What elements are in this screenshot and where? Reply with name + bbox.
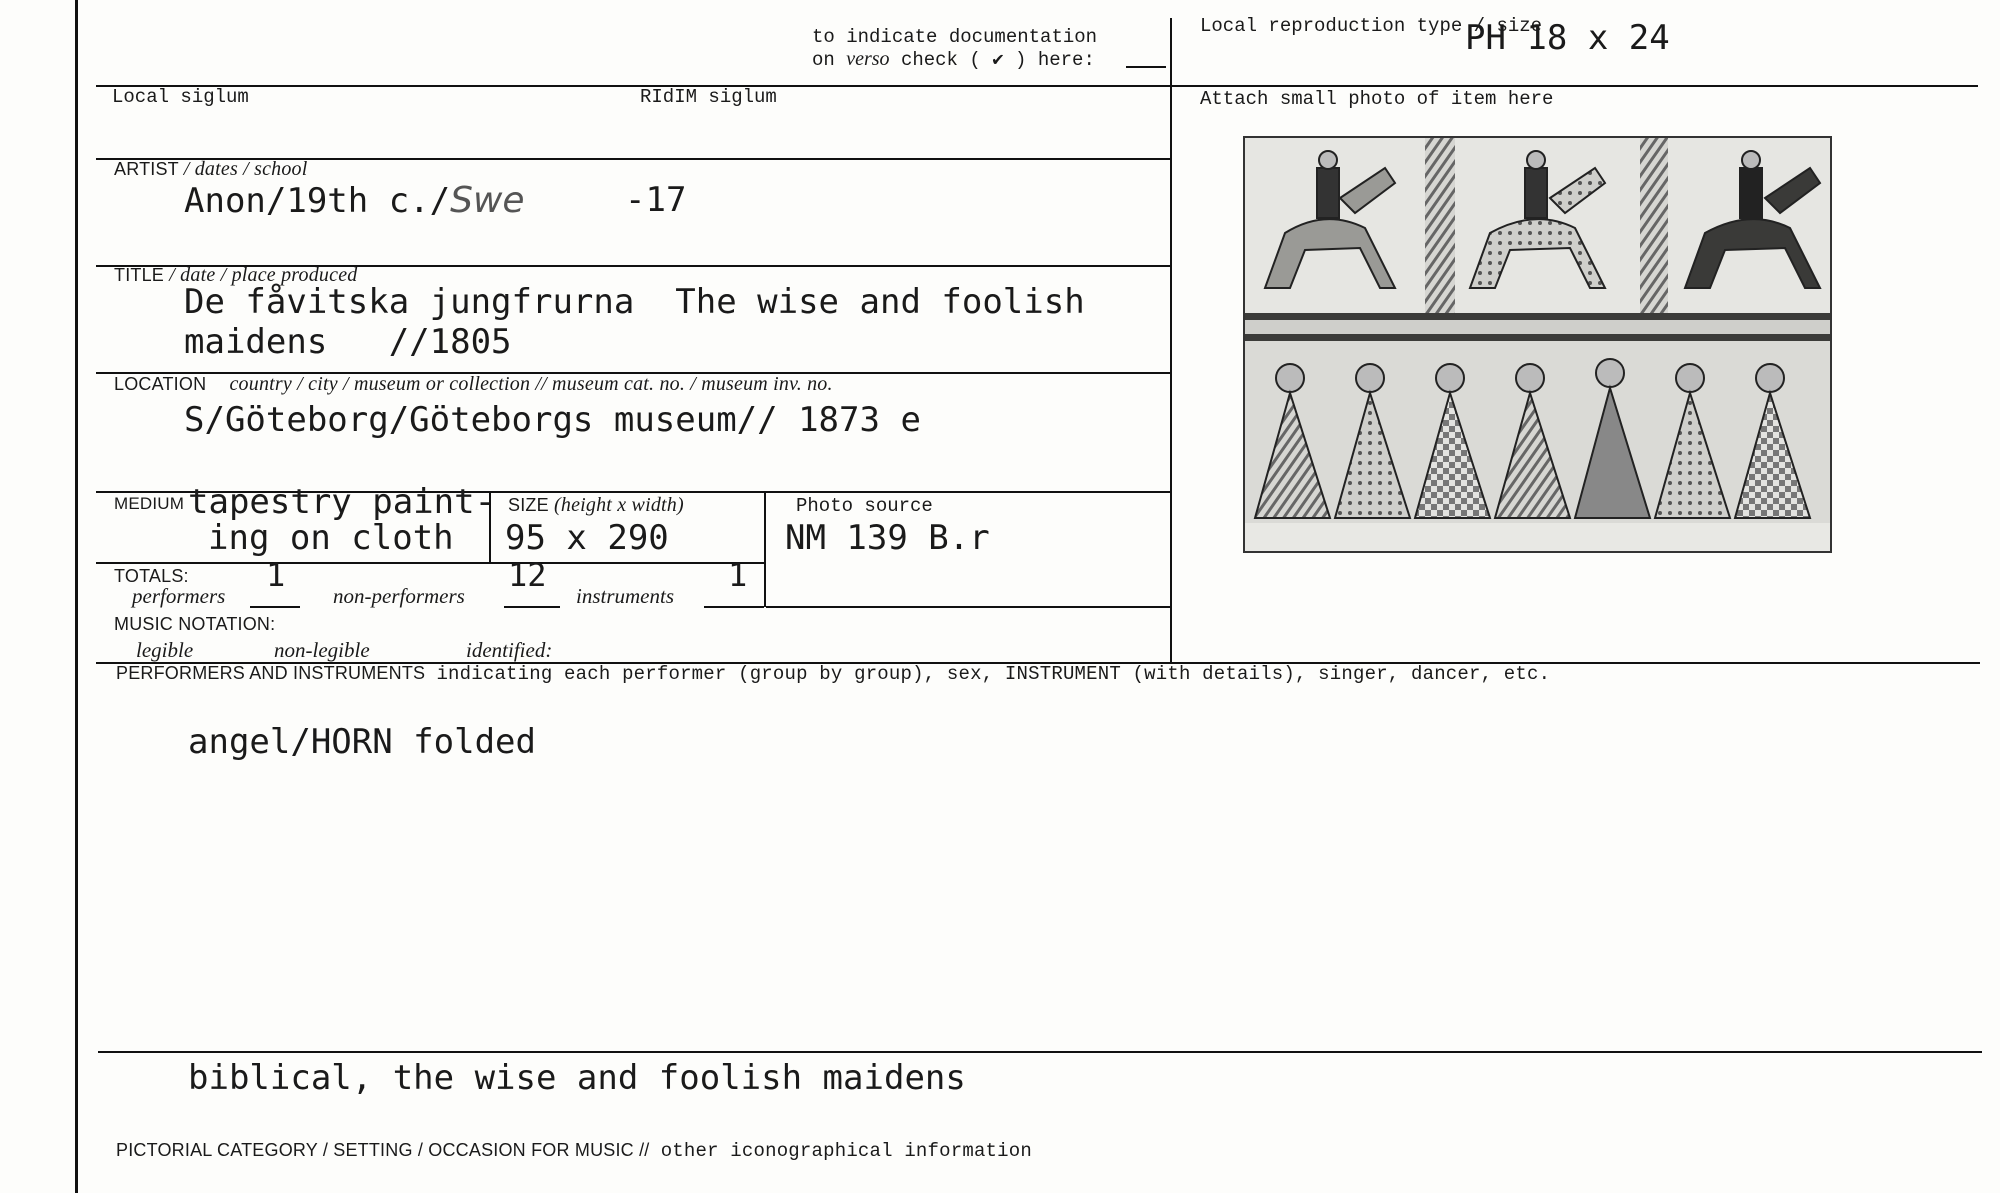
nonperformers-value: 12: [508, 556, 547, 594]
rule-totals-bottom: [766, 606, 1170, 608]
notation-identified: identified:: [466, 638, 553, 662]
pictorial-label: PICTORIAL CATEGORY / SETTING / OCCASION FOR MUSIC // other iconographical information: [116, 1140, 1032, 1162]
verso-blank-line: [1126, 66, 1166, 68]
instruments-blank: [704, 606, 764, 608]
medium-label: MEDIUM: [114, 494, 185, 513]
artist-label: ARTIST / dates / school: [114, 158, 308, 180]
pictorial-value: biblical, the wise and foolish maidens: [188, 1058, 966, 1098]
totals-label: TOTALS:: [114, 566, 189, 586]
artist-extra: -17: [625, 180, 687, 220]
nonperformers-label: non-performers: [333, 584, 465, 608]
notation-legible: legible: [136, 638, 194, 662]
checkmark-icon: ✔: [992, 49, 1004, 71]
photo-source-label: Photo source: [796, 495, 933, 517]
verso-instruction-line1: to indicate documentation: [812, 26, 1098, 48]
size-value: 95 x 290: [505, 518, 669, 558]
photo-source-value: NM 139 B.r: [785, 518, 990, 558]
performers-blank: [250, 606, 300, 608]
notation-label: MUSIC NOTATION:: [114, 614, 276, 634]
reproduction-value: PH 18 x 24: [1465, 18, 1670, 58]
ridim-siglum-label: RIdIM siglum: [640, 86, 777, 108]
title-line2: maidens //1805: [184, 322, 512, 362]
artist-value: Anon/19th c./Swe: [184, 180, 525, 221]
title-label: TITLE / date / place produced: [114, 264, 358, 286]
performers-value: 1: [266, 556, 286, 594]
card-left-border: [75, 0, 78, 1193]
instruments-value: 1: [728, 556, 748, 594]
photo-attach-label: Attach small photo of item here: [1200, 88, 1554, 110]
vertical-divider: [1170, 18, 1172, 663]
location-value: S/Göteborg/Göteborgs museum// 1873 e: [184, 400, 921, 440]
reproduction-label: Local reproduction type / size: [1200, 15, 1543, 37]
title-line1: De fåvitska jungfrurna The wise and foolish: [184, 282, 1085, 322]
medium-line2: ing on cloth: [208, 518, 454, 558]
nonperformers-blank: [504, 606, 560, 608]
rule-pictorial-top: [98, 1051, 1982, 1053]
verso-instruction-line2: on verso check ( ✔ ) here:: [812, 48, 1095, 71]
divider-size-photo: [764, 491, 766, 607]
performers-value: angel/HORN folded: [188, 722, 536, 762]
performers-section-label: PERFORMERS AND INSTRUMENTS indicating each performer (group by group), sex, INSTRUMENT (with details), singer, dancer, etc.: [116, 663, 1551, 685]
size-label: SIZE (height x width): [508, 494, 684, 516]
location-label: LOCATION country / city / museum or collection // museum cat. no. / museum inv. no.: [114, 373, 833, 395]
tapestry-photo: [1243, 136, 1832, 553]
notation-nonlegible: non-legible: [274, 638, 370, 662]
medium-line1: tapestry paint-: [188, 482, 496, 522]
performers-label: performers: [132, 584, 226, 608]
rule-medium-bottom: [96, 562, 766, 564]
handwritten-school: Swe: [450, 180, 525, 221]
instruments-label: instruments: [576, 584, 675, 608]
local-siglum-label: Local siglum: [112, 86, 249, 108]
rule-header: [96, 85, 1978, 87]
